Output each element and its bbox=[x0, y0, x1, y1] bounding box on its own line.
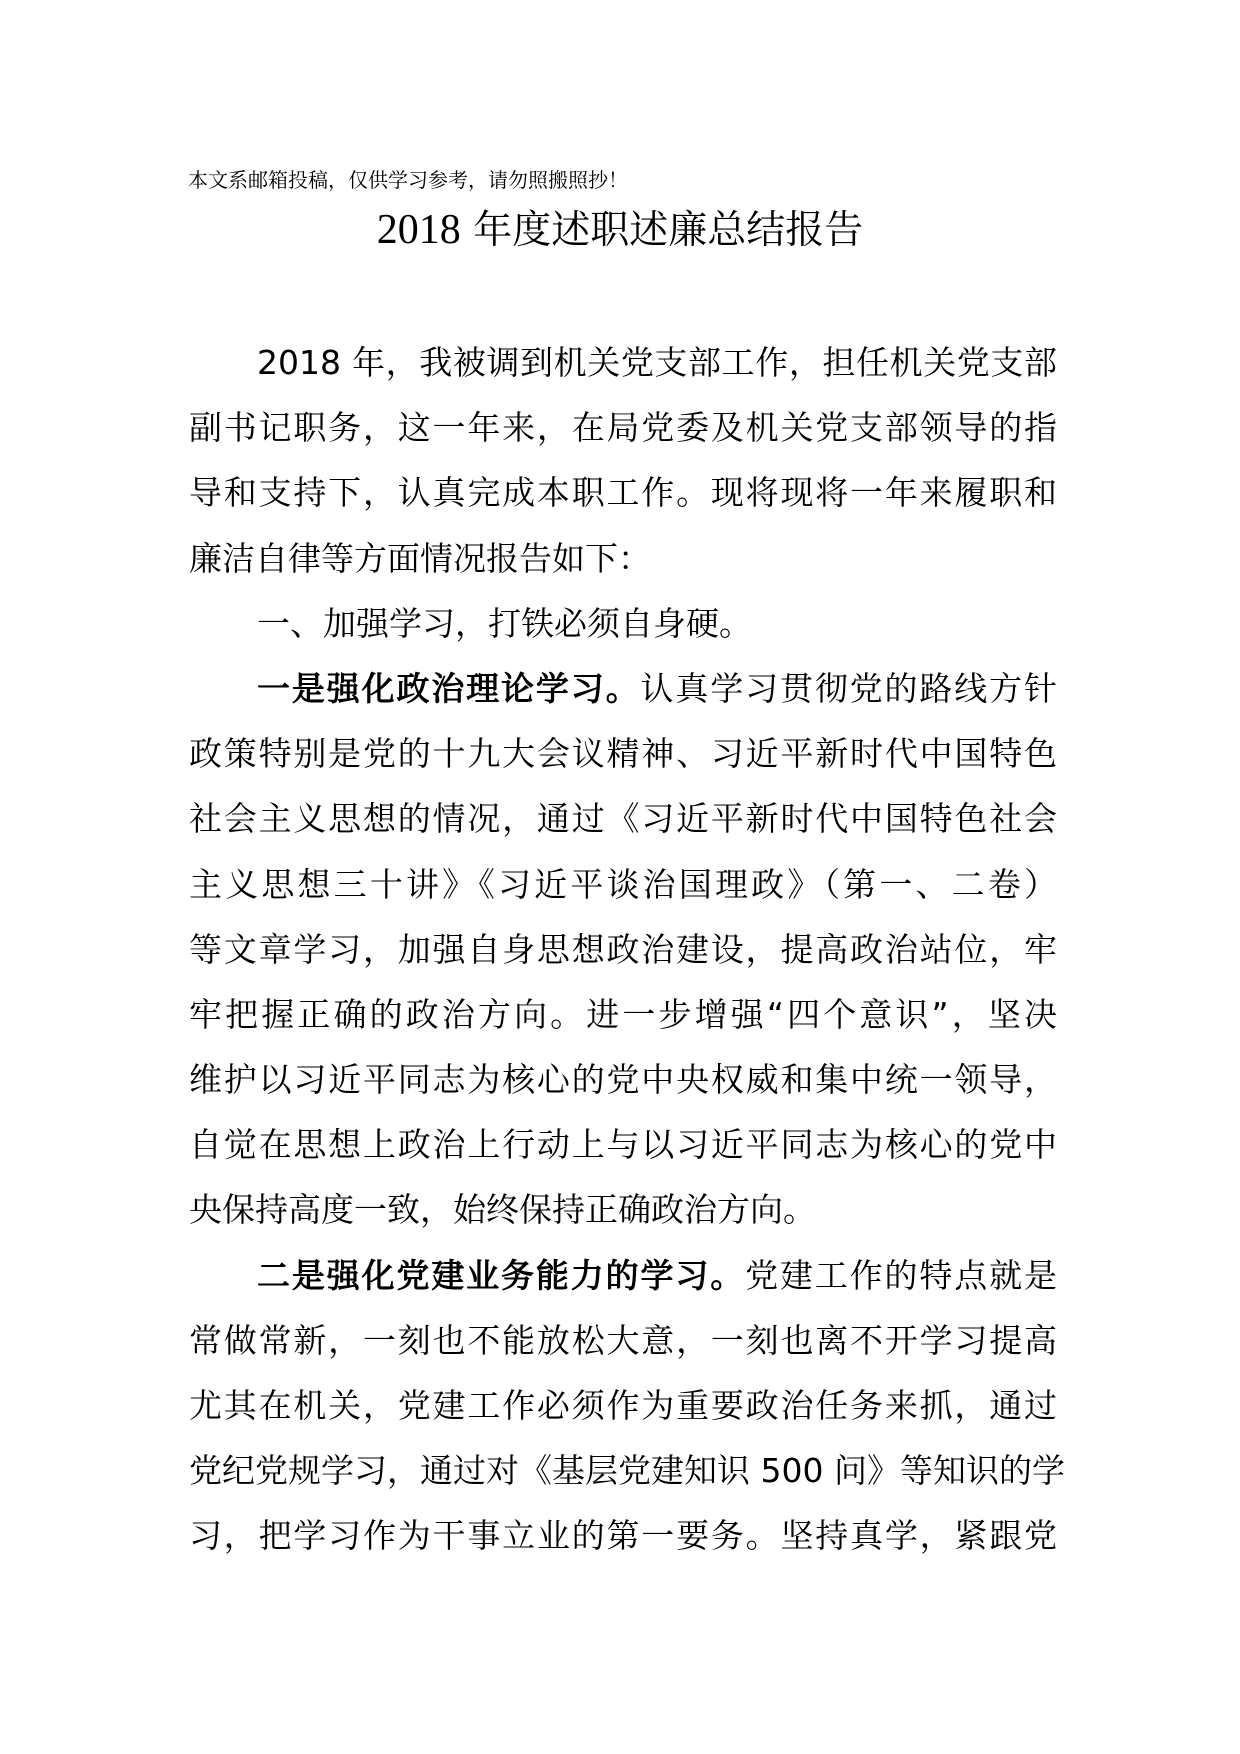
line-text: 央保持高度一致，始终保持正确政治方向。 bbox=[189, 1190, 816, 1230]
line-text: 尤其在机关，党建工作必须作为重要政治任务来抓，通过 bbox=[189, 1386, 1057, 1425]
title-text: 年度述职述廉总结报告 bbox=[473, 208, 864, 253]
bold-heading: 二是强化党建业务能力的学习。 bbox=[257, 1255, 746, 1295]
text-line bbox=[189, 330, 1057, 395]
text-line bbox=[189, 786, 1057, 851]
bold-heading: 一是强化政治理论学习。 bbox=[257, 668, 641, 708]
text-line bbox=[189, 460, 1057, 525]
text-line bbox=[189, 721, 1057, 786]
text-line bbox=[189, 1243, 1057, 1308]
text-line bbox=[189, 982, 1057, 1047]
line-text: 副书记职务，这一年来，在局党委及机关党支部领导的指 bbox=[189, 408, 1057, 448]
text-line bbox=[189, 1112, 1057, 1177]
document-body bbox=[189, 330, 1065, 1569]
copyright-notice: 本文系邮箱投稿，仅供学习参考，请勿照搬照抄！ bbox=[188, 168, 628, 192]
line-text: 2018 年，我被调到机关党支部工作，担任机关党支部 bbox=[257, 343, 1057, 382]
line-text: 党纪党规学习，通过对《基层党建知识 500 问》等知识的学 bbox=[189, 1451, 1065, 1491]
line-text: 牢把握正确的政治方向。进一步增强“四个意识”，坚决 bbox=[189, 994, 1057, 1034]
text-line bbox=[189, 591, 1057, 656]
text-line bbox=[189, 852, 1057, 917]
line-text: 维护以习近平同志为核心的党中央权威和集中统一领导， bbox=[189, 1060, 1057, 1100]
text-line bbox=[189, 395, 1057, 460]
line-text: 认真学习贯彻党的路线方针 bbox=[640, 668, 1058, 708]
text-line bbox=[189, 656, 1057, 721]
text-line bbox=[189, 1373, 1057, 1438]
text-line bbox=[189, 1177, 1057, 1242]
line-text: 导和支持下，认真完成本职工作。现将现将一年来履职和 bbox=[189, 473, 1057, 513]
line-text: 习，把学习作为干事立业的第一要务。坚持真学，紧跟党 bbox=[189, 1516, 1057, 1556]
line-text: 政策特别是党的十九大会议精神、习近平新时代中国特色 bbox=[189, 734, 1057, 774]
line-text: 主义思想三十讲》《习近平谈治国理政》（第一、二卷） bbox=[189, 864, 1057, 904]
text-line bbox=[189, 1308, 1057, 1373]
document-title bbox=[0, 204, 1240, 257]
text-line bbox=[189, 1503, 1057, 1568]
title-year: 2018 bbox=[376, 207, 461, 253]
line-text: 社会主义思想的情况，通过《习近平新时代中国特色社会 bbox=[189, 799, 1057, 839]
text-line bbox=[189, 1047, 1057, 1112]
line-text: 等文章学习，加强自身思想政治建设，提高政治站位，牢 bbox=[189, 929, 1057, 969]
line-text: 一、加强学习，打铁必须自身硬。 bbox=[257, 603, 752, 643]
line-text: 常做常新，一刻也不能放松大意，一刻也离不开学习提高 bbox=[189, 1320, 1057, 1360]
text-line bbox=[189, 526, 1057, 591]
line-text: 自觉在思想上政治上行动上与以习近平同志为核心的党中 bbox=[189, 1125, 1057, 1165]
line-text: 党建工作的特点就是 bbox=[745, 1255, 1058, 1295]
text-line bbox=[189, 1438, 1065, 1503]
text-line bbox=[189, 917, 1057, 982]
line-text: 廉洁自律等方面情况报告如下： bbox=[189, 538, 651, 578]
